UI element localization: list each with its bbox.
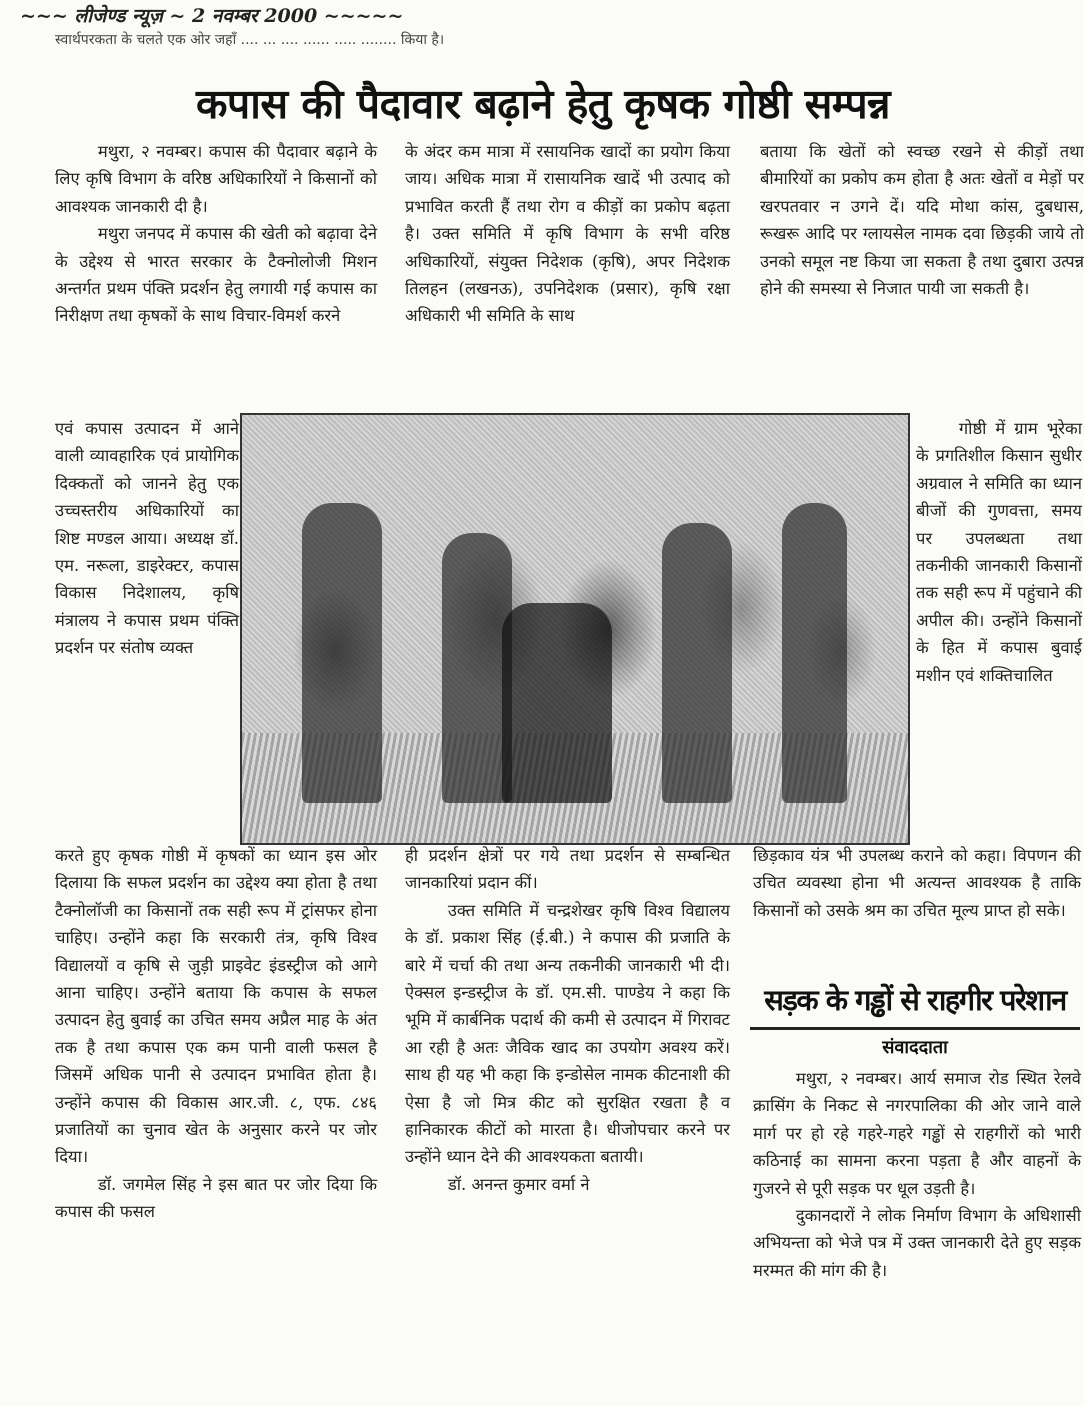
article-paragraph: छिड़काव यंत्र भी उपलब्ध कराने को कहा। विपणन की उचित व्यवस्था होना भी अत्यन्त आवश्यक है ताकि किसानों को उसके श्रम का उचित मूल्य प्राप्त हो सके। <box>753 846 1081 920</box>
article-paragraph: एवं कपास उत्पादन में आने वाली व्यावहारिक एवं प्रायोगिक दिक्कतों को जानने हेतु एक उच्चस्तरीय अधिकारियों का शिष्ट मण्डल आया। अध्यक्ष डॉ. एम. नरूला, डाइरेक्टर, कपास विकास निदेशालय, कृषि मंत्रालय ने कपास प्रथम पंक्ति प्रदर्शन पर संतोष व्यक्त <box>55 419 239 658</box>
column-2-top <box>405 138 730 330</box>
photo-person <box>302 503 382 803</box>
column-2-bottom <box>405 842 730 1198</box>
photo-person <box>662 523 732 803</box>
article-2-body <box>753 1065 1081 1284</box>
news-photo <box>240 413 910 845</box>
article-paragraph: बताया कि खेतों को स्वच्छ रखने से कीड़ों तथा बीमारियों का प्रकोप कम होता है अतः खेतों व मेड़ों पर खरपतवार न उगने दें। यदि मोथा कांस, दुबधास, रूखरू आदि पर ग्लायसेल नामक दवा छिड़की जाये तो उनको समूल नष्ट किया जा सकता है तथा दुबारा उत्पन्न होने की समस्या से निजात पायी जा सकती है। <box>760 142 1084 299</box>
photo-person <box>782 503 847 803</box>
second-headline: सड़क के गड्ढों से राहगीर परेशान <box>764 983 1066 1017</box>
column-1-bottom <box>55 842 377 1226</box>
article-paragraph: ही प्रदर्शन क्षेत्रों पर गये तथा प्रदर्शन से सम्बन्धित जानकारियां प्रदान कीं। <box>405 846 730 893</box>
photo-person <box>502 603 612 803</box>
byline: संवाददाता <box>882 1037 948 1058</box>
article-paragraph: मथुरा, २ नवम्बर। आर्य समाज रोड स्थित रेलवे क्रासिंग के निकट से नगरपालिका की ओर जाने वाले मार्ग पर हो रहे गहरे-गहरे गड्ढों से राहगीरों को भारी कठिनाई का सामना करना पड़ता है और वाहनों के गुजरने से पूरी सड़क पर धूल उड़ती है। <box>753 1069 1081 1198</box>
masthead: ~~~ लीजेण्ड न्यूज़ ~ 2 नवम्बर 2000 ~~~~~ <box>20 5 404 27</box>
main-headline: कपास की पैदावार बढ़ाने हेतु कृषक गोष्ठी सम्पन्न <box>195 80 891 128</box>
column-1-top <box>55 138 377 330</box>
article-paragraph: के अंदर कम मात्रा में रसायनिक खादों का प्रयोग किया जाय। अधिक मात्रा में रासायनिक खादें भी उत्पाद को प्रभावित करती हैं तथा रोग व कीड़ों का प्रकोप बढ़ता है। उक्त समिति में कृषि विभाग के सभी वरिष्ठ अधिकारियों, संयुक्त निदेशक (कृषि), अपर निदेशक तिलहन (लखनऊ), उपनिदेशक (प्रसार), कृषि रक्षा अधिकारी भी समिति के साथ <box>405 142 730 326</box>
headline-rule <box>750 1027 1080 1030</box>
article-paragraph: करते हुए कृषक गोष्ठी में कृषकों का ध्यान इस ओर दिलाया कि सफल प्रदर्शन का उद्देश्य क्या होता है तथा टैक्नोलॉजी का किसानों तक सही रूप में ट्रांसफर होना चाहिए। उन्होंने कहा कि सरकारी तंत्र, कृषि विश्व विद्यालयों व कृषि से जुड़ी प्राइवेट इंडस्ट्रीज को आगे आना चाहिए। उन्होंने बताया कि कपास के सफल उत्पादन हेतु बुवाई का उचित समय अप्रैल माह के अंत तक है तथा कपास एक कम पानी वाली फसल है जिसमें अधिक पानी से उत्पादन प्रभावित होता है। उन्होंने कपास की विकास आर.जी. ८, एफ. ८४६ प्रजातियों का चुनाव खेत के अनुसार करने पर जोर दिया। <box>55 846 377 1167</box>
column-1-narrow <box>55 415 239 662</box>
column-3-bottom <box>753 842 1081 924</box>
article-paragraph: मथुरा, २ नवम्बर। कपास की पैदावार बढ़ाने के लिए कृषि विभाग के वरिष्ठ अधिकारियों ने किसानों को आवश्यक जानकारी दी है। <box>55 142 377 216</box>
article-paragraph: मथुरा जनपद में कपास की खेती को बढ़ावा देने के उद्देश्य से भारत सरकार के टैक्नोलोजी मिशन अन्तर्गत प्रथम पंक्ति प्रदर्शन हेतु लगायी गई कपास का निरीक्षण तथा कृषकों के साथ विचार-विमर्श करने <box>55 224 377 326</box>
article-paragraph: दुकानदारों ने लोक निर्माण विभाग के अधिशासी अभियन्ता को भेजे पत्र में उक्त जानकारी देते हुए सड़क मरम्मत की मांग की है। <box>753 1206 1081 1280</box>
article-paragraph: उक्त समिति में चन्द्रशेखर कृषि विश्व विद्यालय के डॉ. प्रकाश सिंह (ई.बी.) ने कपास की प्रजाति के बारे में चर्चा की तथा अन्य तकनीकी जानकारी भी दी। ऐक्सल इन्डस्ट्रीज के डॉ. एम.सी. पाण्डेय ने कहा कि भूमि में कार्बनिक पदार्थ की कमी से उत्पादन में गिरावट आ रही है अतः जैविक खाद का उपयोग अवश्य करें। साथ ही यह भी कहा कि इन्डोसेल नामक कीटनाशी की ऐसा है जो मित्र कीट को सुरक्षित रखता है व हानिकारक कीटों को मारता है। धीजोपचार करने पर उन्होंने ध्यान देने की आवश्यकता बतायी। <box>405 900 730 1167</box>
column-3-narrow <box>916 415 1082 689</box>
article-paragraph: डॉ. जगमेल सिंह ने इस बात पर जोर दिया कि कपास की फसल <box>55 1174 377 1222</box>
article-paragraph: गोष्ठी में ग्राम भूरेका के प्रगतिशील किसान सुधीर अग्रवाल ने समिति का ध्यान बीजों की गुणवत्ता, समय पर उपलब्धता तथा तकनीकी जानकारी किसानों तक सही रूप में पहुंचाने की अपील की। उन्होंने किसानों के हित में कपास बुवाई मशीन एवं शक्तिचालित <box>916 419 1082 685</box>
column-3-top <box>760 138 1084 302</box>
article-paragraph: डॉ. अनन्त कुमार वर्मा ने <box>447 1174 590 1194</box>
top-strip-text: स्वार्थपरकता के चलते एक ओर जहाँ .... ... .... ...... ..... ........ किया है। <box>55 32 445 48</box>
